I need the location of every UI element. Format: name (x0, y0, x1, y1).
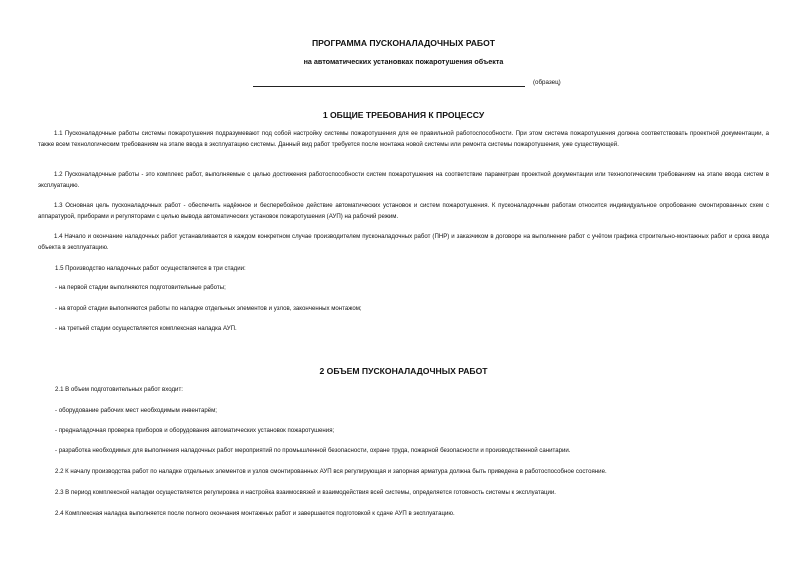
paragraph-2-2: 2.2 К началу производства работ по наладке отдельных элементов и узлов смонтированных АУП вся регулирующая и запорная арматура должна быть приведена в работоспособное состояние. (55, 468, 607, 475)
document-title: ПРОГРАММА ПУСКОНАЛАДОЧНЫХ РАБОТ (311, 38, 496, 48)
stage-1-item: - на первой стадии выполняются подготовительные работы; (55, 284, 226, 291)
paragraph-1-1: 1.1 Пусконаладочные работы системы пожаротушения подразумевают под собой настройку системы пожаротушения для ее правильной работоспособности. При этом система пожаротушения должна соответствовать проектной документации, а также всем технологическим требованиям на этапе ввода в эксплуатацию системы. Данный вид работ требуется после монтажа новой системы или ремонта системы пожаротушения, уже существующей. (38, 130, 769, 148)
prep-item-2: - предналадочная проверка приборов и оборудования автоматических установок пожаротушения; (55, 427, 335, 434)
sample-note: (образец) (533, 79, 561, 86)
prep-item-3: - разработка необходимых для выполнения наладочных работ мероприятий по промышленной безопасности, охране труда, пожарной безопасности и производственной санитарии. (55, 447, 571, 454)
prep-item-1: - оборудование рабочих мест необходимым инвентарём; (55, 407, 218, 414)
paragraph-1-3: 1.3 Основная цель пусконаладочных работ - обеспечить надёжное и бесперебойное действие автоматических установок и систем пожаротушения. К пусконаладочным работам относится индивидуальное опробование смонтированных схем с аппаратурой, приборами и регуляторами с целью вывода автоматических установок пожаротушения (АУП) на рабочий режим. (38, 202, 769, 220)
section-1-heading: 1 ОБЩИЕ ТРЕБОВАНИЯ К ПРОЦЕССУ (322, 110, 485, 120)
paragraph-2-4: 2.4 Комплексная наладка выполняется после полного окончания монтажных работ и завершается подготовкой к сдаче АУП в эксплуатацию. (55, 510, 455, 517)
paragraph-2-3: 2.3 В период комплексной наладки осуществляется регулировка и настройка взаимосвязей и взаимодействия всей системы, определяется готовность системы к эксплуатации. (55, 489, 556, 496)
document-subtitle: на автоматических установках пожаротушения объекта (303, 57, 504, 66)
paragraph-2-1: 2.1 В объем подготовительных работ входит: (55, 386, 183, 393)
section-2-heading: 2 ОБЪЕМ ПУСКОНАЛАДОЧНЫХ РАБОТ (319, 366, 488, 376)
paragraph-1-4: 1.4 Начало и окончание наладочных работ устанавливается в каждом конкретном случае производителем пусконаладочных работ (ПНР) и заказчиком в договоре на выполнение работ с учётом графика строительно-монтажных работ и срока ввода объекта в эксплуатацию. (38, 233, 769, 251)
paragraph-1-5: 1.5 Производство наладочных работ осуществляется в три стадии: (55, 265, 246, 272)
paragraph-1-2: 1.2 Пусконаладочные работы - это комплекс работ, выполняемые с целью достижения работоспособности систем пожаротушения на соответствие параметрам проектной документации или технологическим требованиям на этапе ввода систем в эксплуатацию. (38, 171, 769, 189)
stage-2-item: - на второй стадии выполняются работы по наладке отдельных элементов и узлов, законченных монтажом; (55, 305, 362, 312)
object-name-blank-line (253, 86, 525, 87)
stage-3-item: - на третьей стадии осуществляется комплексная наладка АУП. (55, 325, 237, 332)
